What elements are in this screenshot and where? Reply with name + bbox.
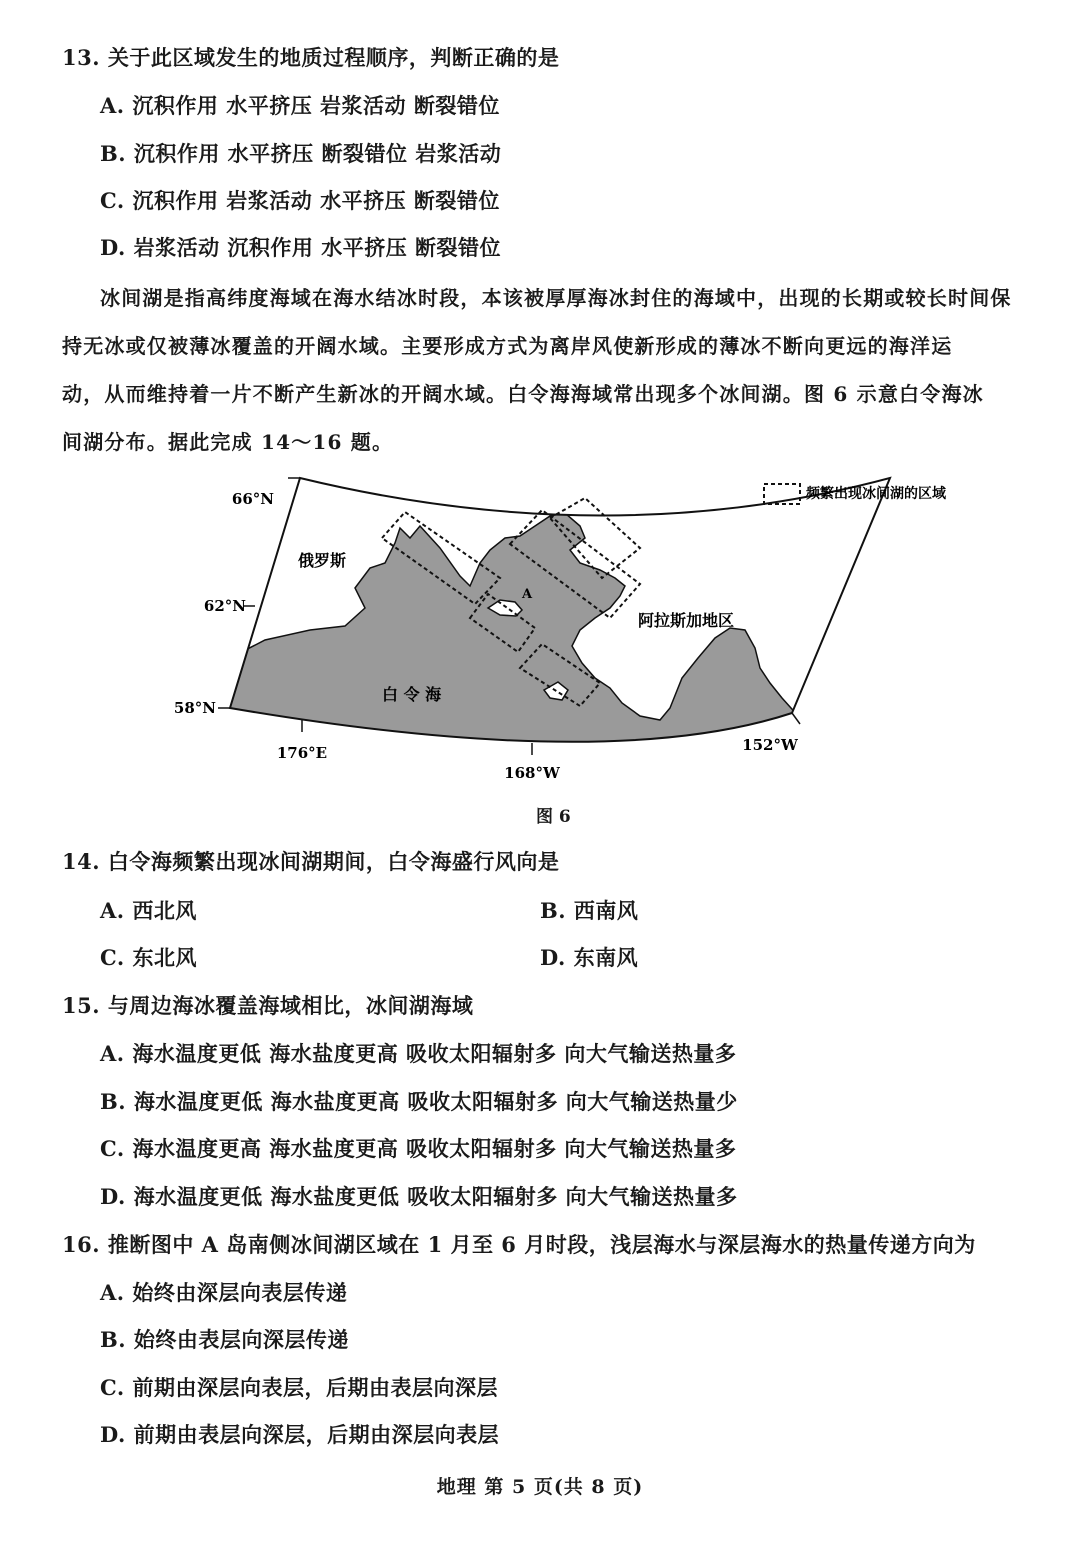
q13-stem: 13. 关于此区域发生的地质过程顺序，判断正确的是 (62, 45, 560, 70)
q16-option-a: A. 始终由深层向表层传递 (100, 1280, 348, 1305)
q15-option-d: D. 海水温度更低 海水盐度更低 吸收太阳辐射多 向大气输送热量多 (100, 1184, 738, 1209)
figure-6-map (170, 468, 970, 782)
bering-sea-map (170, 468, 970, 782)
lon-168w-label: 168°W (504, 764, 560, 782)
russia-label: 俄罗斯 (298, 551, 347, 570)
passage-line-2: 持无冰或仅被薄冰覆盖的开阔水域。主要形成方式为离岸风使新形成的薄冰不断向更远的海洋运 (62, 334, 953, 358)
legend-text: 频繁出现冰间湖的区域 (806, 486, 946, 502)
q15-option-b: B. 海水温度更低 海水盐度更高 吸收太阳辐射多 向大气输送热量少 (100, 1089, 738, 1114)
passage-line-1: 冰间湖是指高纬度海域在海水结冰时段，本该被厚厚海冰封住的海域中，出现的长期或较长时间保 (100, 286, 1012, 310)
q14-option-b: B. 西南风 (540, 898, 639, 923)
q16-stem: 16. 推断图中 A 岛南侧冰间湖区域在 1 月至 6 月时段，浅层海水与深层海水的热量传递方向为 (62, 1232, 976, 1257)
island-a-label: A (522, 587, 533, 602)
lat-62-label: 62°N (203, 597, 246, 615)
q14-option-d: D. 东南风 (540, 945, 639, 970)
q13-option-c: C. 沉积作用 岩浆活动 水平挤压 断裂错位 (100, 188, 500, 213)
figure-caption: 图 6 (536, 807, 571, 827)
lon-176e-label: 176°E (276, 744, 328, 762)
q15-stem: 15. 与周边海冰覆盖海域相比，冰间湖海域 (62, 993, 474, 1018)
page-footer: 地理 第 5 页(共 8 页) (436, 1476, 644, 1498)
q13-option-b: B. 沉积作用 水平挤压 断裂错位 岩浆活动 (100, 141, 502, 166)
q14-option-c: C. 东北风 (100, 945, 197, 970)
lon-152w-label: 152°W (742, 736, 798, 754)
lat-66-label: 66°N (231, 490, 274, 508)
q14-option-a: A. 西北风 (100, 898, 197, 923)
lat-58-label: 58°N (173, 699, 216, 717)
q13-option-a: A. 沉积作用 水平挤压 岩浆活动 断裂错位 (100, 93, 500, 118)
passage-line-4: 间湖分布。据此完成 14～16 题。 (62, 430, 394, 454)
bering-sea-label: 白 令 海 (382, 685, 442, 704)
q16-option-d: D. 前期由表层向深层，后期由深层向表层 (100, 1422, 500, 1447)
alaska-label: 阿拉斯加地区 (638, 611, 735, 630)
q14-stem: 14. 白令海频繁出现冰间湖期间，白令海盛行风向是 (62, 849, 560, 874)
q16-option-b: B. 始终由表层向深层传递 (100, 1327, 349, 1352)
passage-line-3: 动，从而维持着一片不断产生新冰的开阔水域。白令海海域常出现多个冰间湖。图 6 示意白令海冰 (62, 382, 984, 406)
q16-option-c: C. 前期由深层向表层，后期由表层向深层 (100, 1375, 498, 1400)
q15-option-a: A. 海水温度更低 海水盐度更高 吸收太阳辐射多 向大气输送热量多 (100, 1041, 737, 1066)
q15-option-c: C. 海水温度更高 海水盐度更高 吸收太阳辐射多 向大气输送热量多 (100, 1136, 737, 1161)
q13-option-d: D. 岩浆活动 沉积作用 水平挤压 断裂错位 (100, 235, 502, 260)
